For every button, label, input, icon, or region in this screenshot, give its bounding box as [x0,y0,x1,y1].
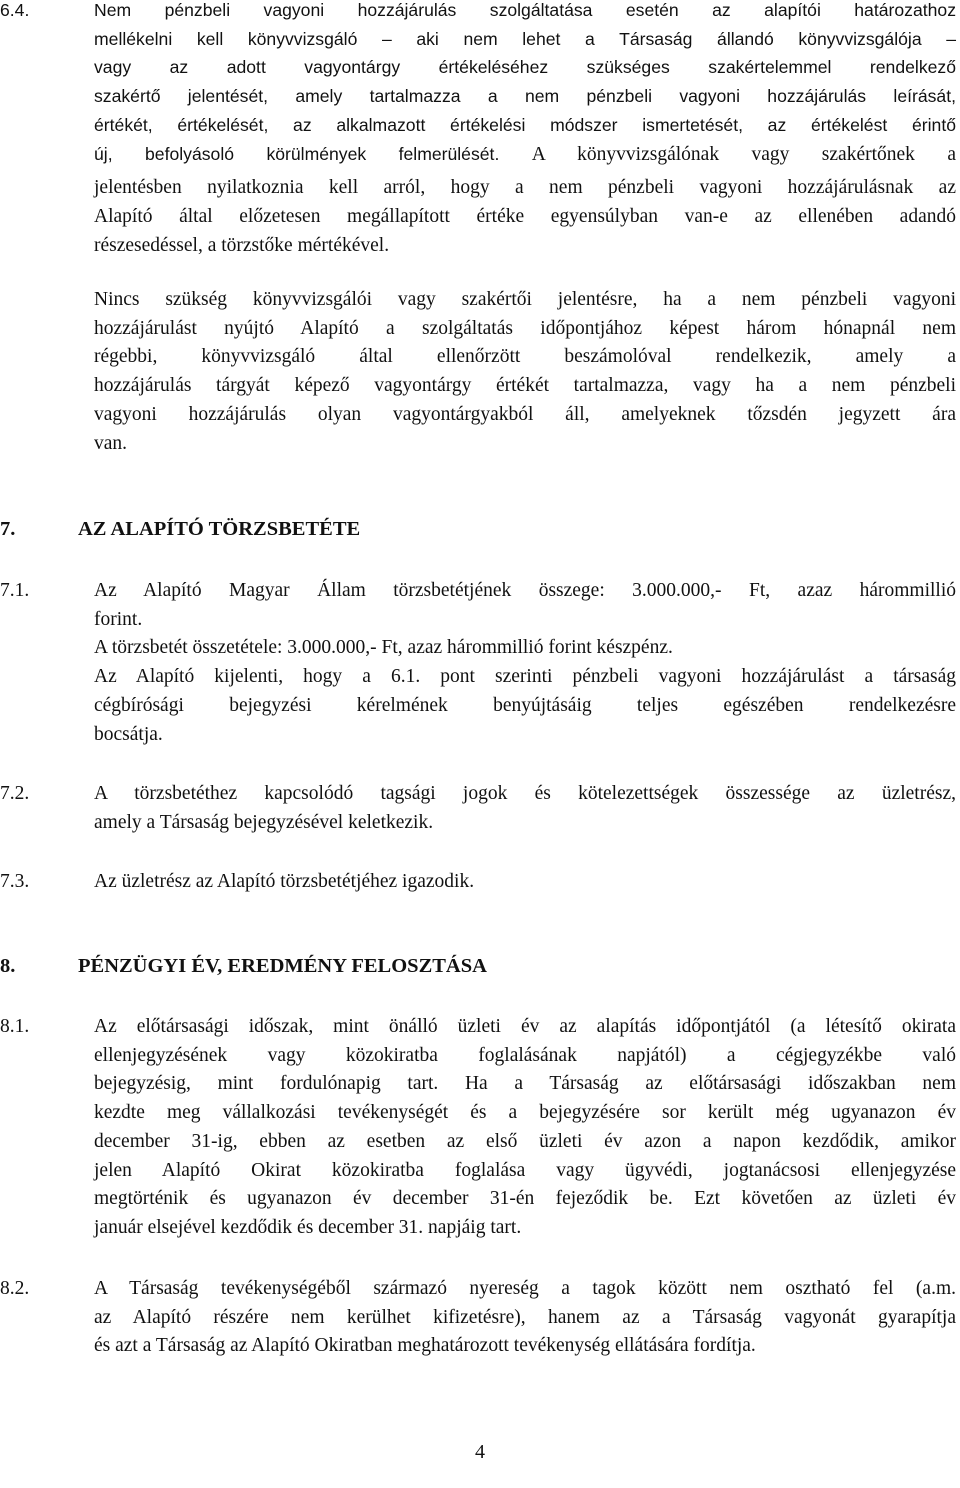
section-number: 7.1. [0,580,30,601]
text-line: szakértő jelentését, amely tartalmazza a nem pénzbeli vagyoni hozzájárulás leírását, [94,86,956,107]
text-line: hozzájárulás tárgyát képező vagyontárgy értékét tartalmazza, vagy ha a nem pénzbeli [94,375,956,397]
text-line: és azt a Társaság az Alapító Okiratban meghatározott tevékenység ellátására fordítja. [94,1335,756,1357]
text-line: megtörténik és ugyanazon év december 31-én fejeződik be. Ezt követően az üzleti év [94,1188,956,1210]
paragraph-7-1 [94,577,956,749]
text-line: hozzájárulást nyújtó Alapító a szolgáltatás időpontjához képest három hónapnál nem [94,317,956,339]
text-line: Nem pénzbeli vagyoni hozzájárulás szolgáltatása esetén az alapítói határozathoz [94,0,956,20]
text-line: Az Alapító Magyar Állam törzsbetétjének összege: 3.000.000,- Ft, azaz hárommillió [94,580,956,601]
text-line: vagy az adott vagyontárgy értékeléséhez szükséges szakértelemmel rendelkező [94,57,956,78]
text-line: van. [94,432,128,454]
text-line: kezdte meg vállalkozási tevékenységét és a bejegyzésére sor került még ugyanazon év [94,1102,956,1124]
text-line: értékét, értékelését, az alkalmazott értékelési módszer ismertetését, az értékelést érintő [94,114,956,135]
section-number: 8.2. [0,1278,30,1299]
text-line: A Társaság tevékenységéből származó nyereség a tagok között nem osztható fel (a.m. [94,1278,956,1299]
text-line: Az Alapító kijelenti, hogy a 6.1. pont szerinti pénzbeli vagyoni hozzájárulást a társaság [94,666,956,688]
paragraph-6-4-continued [94,286,956,458]
text-line: jelentésben nyilatkoznia kell arról, hogy a nem pénzbeli vagyoni hozzájárulásnak az [94,177,956,199]
text-line: ellenjegyzésének vagy közokiratba foglalásának napjától) a cégjegyzékbe való [94,1044,956,1066]
page-number: 4 [475,1441,485,1463]
section-heading-title: AZ ALAPÍTÓ TÖRZSBETÉTE [78,518,361,540]
text-line: amely a Társaság bejegyzésével keletkezik. [94,811,434,833]
section-number: 7.2. [0,783,30,804]
section-number: 7.3. [0,871,30,892]
section-heading-number: 8. [0,955,16,977]
text-line: vagyoni hozzájárulás olyan vagyontárgyakból áll, amelyeknek tőzsdén jegyzett ára [94,403,956,425]
text-line: jelen Alapító Okirat közokiratba foglalása vagy ügyvédi, jogtanácsosi ellenjegyzése [94,1159,956,1181]
text-line: részesedéssel, a törzstőke mértékével. [94,234,390,256]
text-line-mixed [94,140,956,175]
text-line: Alapító által előzetesen megállapított értéke egyensúlyban van-e az ellenében adandó [94,205,956,227]
text-line: Nincs szükség könyvvizsgálói vagy szakértői jelentésre, ha a nem pénzbeli vagyoni [94,289,956,310]
paragraph-7-2 [94,780,956,837]
text-line: az Alapító részére nem kerülhet kifizetésre), hanem az a Társaság vagyonát gyarapítja [94,1306,956,1328]
text-line: forint. [94,608,143,630]
text-segment-sans: új, befolyásoló körülmények felmerülését. [94,143,500,164]
paragraph-8-1 [94,1013,956,1243]
section-heading-title: PÉNZÜGYI ÉV, EREDMÉNY FELOSZTÁSA [78,955,487,977]
text-line: bejegyzésig, mint fordulónapig tart. Ha a Társaság az előtársasági időszakban nem [94,1073,956,1095]
text-line: Az előtársasági időszak, mint önálló üzleti év az alapítás időpontjától (a létesítő okirata [94,1016,956,1037]
paragraph-8-2 [94,1275,956,1361]
text-line: Az üzletrész az Alapító törzsbetétjéhez igazodik. [94,871,475,892]
text-line: december 31-ig, ebben az esetben az első üzleti év azon a napon kezdődik, amikor [94,1130,956,1152]
text-line: bocsátja. [94,723,163,745]
paragraph-6-4 [94,0,956,260]
section-number: 6.4. [0,0,30,20]
text-line: mellékelni kell könyvvizsgáló – aki nem lehet a Társaság állandó könyvvizsgálója – [94,28,956,49]
text-line: január elsejével kezdődik és december 31. napjáig tart. [94,1216,522,1238]
text-line: A törzsbetéthez kapcsolódó tagsági jogok és kötelezettségek összessége az üzletrész, [94,783,956,804]
section-heading-number: 7. [0,518,16,540]
section-number: 8.1. [0,1016,30,1037]
text-line: régebbi, könyvvizsgáló által ellenőrzött beszámolóval rendelkezik, amely a [94,346,956,368]
text-segment-serif: A könyvvizsgálónak vagy szakértőnek a [531,143,956,165]
paragraph-7-3 [94,868,956,897]
text-line: A törzsbetét összetétele: 3.000.000,- Ft, azaz hárommillió forint készpénz. [94,637,673,659]
text-line: cégbírósági bejegyzési kérelmének benyújtásáig teljes egészében rendelkezésre [94,694,956,716]
